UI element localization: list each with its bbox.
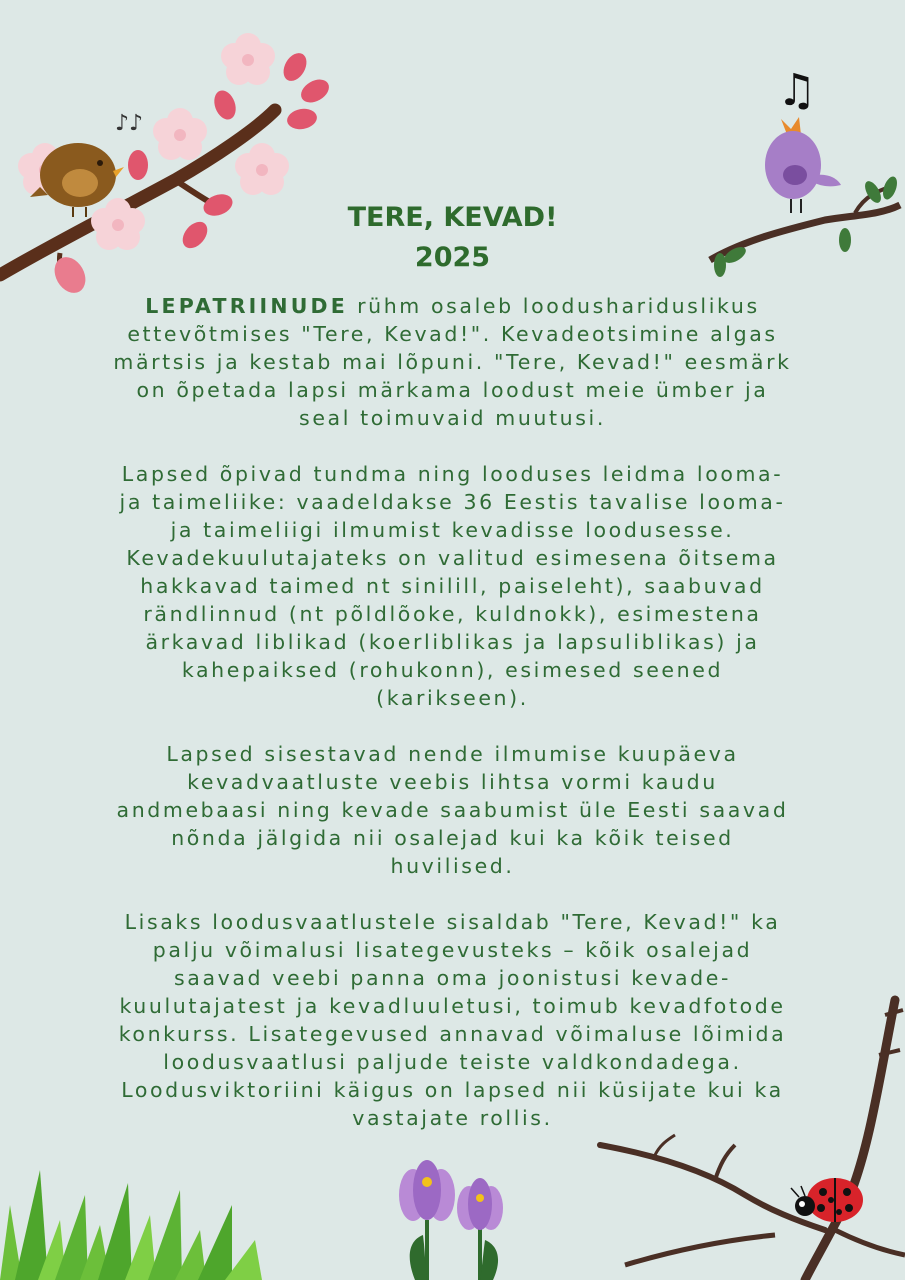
text-line: kahepaiksed (rohukonn), esimesed seened: [181, 658, 724, 682]
text-line: kevadvaatluste veebis lihtsa vormi kaudu: [187, 770, 718, 794]
text-line: palju võimalusi lisategevusteks – kõik osalejad: [152, 938, 753, 962]
text-line: konkurss. Lisategevused annavad võimaluse lõimida: [118, 1022, 787, 1046]
text-line: Lapsed õpivad tundma ning looduses leidma looma-: [121, 462, 784, 486]
music-note-icon: ♫: [777, 65, 817, 116]
ladybug: [791, 1178, 863, 1222]
page-title: [0, 198, 905, 278]
blossom-flower: [235, 143, 289, 195]
text-line: loodusvaatlusi paljude teiste valdkondadega.: [163, 1050, 742, 1074]
text-line: hakkavad taimed nt sinilill, paiseleht), saabuvad: [140, 574, 765, 598]
text-line: saavad veebi panna oma joonistusi kevade-: [174, 966, 731, 990]
text-line: huvilised.: [390, 854, 515, 878]
blossom-flower: [153, 108, 207, 160]
group-name: LEPATRIINUDE: [145, 294, 348, 318]
text-line: andmebaasi ning kevade saabumist üle Eesti saavad: [116, 798, 789, 822]
text-line: nõnda jälgida nii osalejad kui ka kõik teised: [171, 826, 734, 850]
crocus-flower: [399, 1160, 455, 1221]
text-line: vastajate rollis.: [352, 1106, 553, 1130]
text-line: seal toimuvaid muutusi.: [299, 406, 606, 430]
grass-illustration: [0, 1165, 265, 1280]
pink-bud: [210, 87, 239, 122]
text-line: ärkavad liblikad (koerliblikas ja lapsuliblikas) ja: [145, 630, 760, 654]
text-line: on õpetada lapsi märkama loodust meie ümber ja: [136, 378, 769, 402]
crocus-illustration: [385, 1160, 520, 1280]
pink-bud: [279, 49, 311, 85]
text-line: ja taimeliigi ilmumist kevadisse loodusesse.: [170, 518, 735, 542]
blossom-flower: [221, 33, 275, 85]
paragraph-2: [52, 460, 853, 712]
text-line: rändlinnud (nt põldlõoke, kuldnokk), esimestena: [143, 602, 762, 626]
text-line: Kevadekuulutajateks on valitud esimesena õitsema: [126, 546, 779, 570]
text-line: (karikseen).: [376, 686, 529, 710]
title-year: 2025: [414, 242, 491, 273]
text-line: LEPATRIINUDE rühm osaleb loodushariduslikus: [145, 294, 760, 318]
text-line: Lapsed sisestavad nende ilmumise kuupäeva: [166, 742, 739, 766]
text-line: ettevõtmises "Tere, Kevad!". Kevadeotsimine algas: [127, 322, 778, 346]
pink-bud: [285, 107, 318, 132]
pink-bud: [297, 75, 333, 107]
text-line: Lisaks loodusvaatlustele sisaldab "Tere, Kevad!" ka: [124, 910, 781, 934]
text-line: märtsis ja kestab mai lõpuni. "Tere, Kevad!" eesmärk: [113, 350, 792, 374]
ladybug-branch-illustration: [595, 995, 905, 1280]
pink-bud: [128, 150, 148, 180]
paragraph-1: [52, 292, 853, 432]
title-line-1: TERE, KEVAD!: [347, 202, 558, 233]
text-line: ja taimeliike: vaadeldakse 36 Eestis tavalise looma-: [119, 490, 786, 514]
crocus-flower: [457, 1178, 503, 1230]
paragraph-3: [52, 740, 853, 880]
music-notes-icon: ♪♪: [115, 111, 144, 136]
text-line: kuulutajatest ja kevadluuletusi, toimub kevadfotode: [119, 994, 786, 1018]
text-line: Loodusviktoriini käigus on lapsed nii küsijate kui ka: [121, 1078, 784, 1102]
